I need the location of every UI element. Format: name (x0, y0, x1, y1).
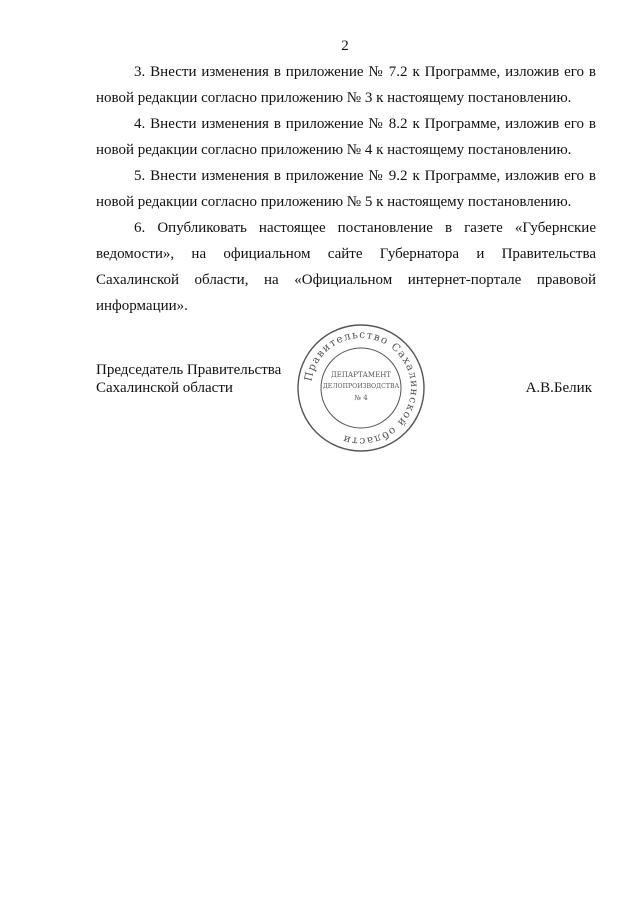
signatory-title-line-2: Сахалинской области (96, 380, 233, 396)
paragraph-item-4: 4. Внести изменения в приложение № 8.2 к Программе, изложив его в новой редакции согласно приложению № 4 к настоящему постановлению. (96, 116, 596, 158)
paragraph-item-3: 3. Внести изменения в приложение № 7.2 к Программе, изложив его в новой редакции согласно приложению № 3 к настоящему постановлению. (96, 64, 596, 106)
official-seal-stamp (295, 322, 427, 454)
document-body (96, 59, 596, 319)
signatory-name: А.В.Белик (525, 380, 592, 396)
signatory-title-line-1: Председатель Правительства (96, 362, 282, 378)
seal-ring-text: Правительство Сахалинской области (302, 328, 421, 448)
seal-center-line-3: № 4 (354, 394, 368, 402)
seal-graphic (295, 322, 427, 454)
paragraph-item-5: 5. Внести изменения в приложение № 9.2 к Программе, изложив его в новой редакции согласно приложению № 5 к настоящему постановлению. (96, 168, 596, 210)
seal-center-line-1: ДЕПАРТАМЕНТ (331, 371, 391, 379)
seal-center-line-2: ДЕЛОПРОИЗВОДСТВА (322, 383, 400, 390)
signatory-title (96, 361, 281, 397)
paragraph-item-6: 6. Опубликовать настоящее постановление в газете «Губернские ведомости», на официальном сайте Губернатора и Правительства Сахалинской области, на «Официальном интернет-портале правовой информации». (96, 220, 596, 314)
page-number: 2 (341, 38, 349, 54)
